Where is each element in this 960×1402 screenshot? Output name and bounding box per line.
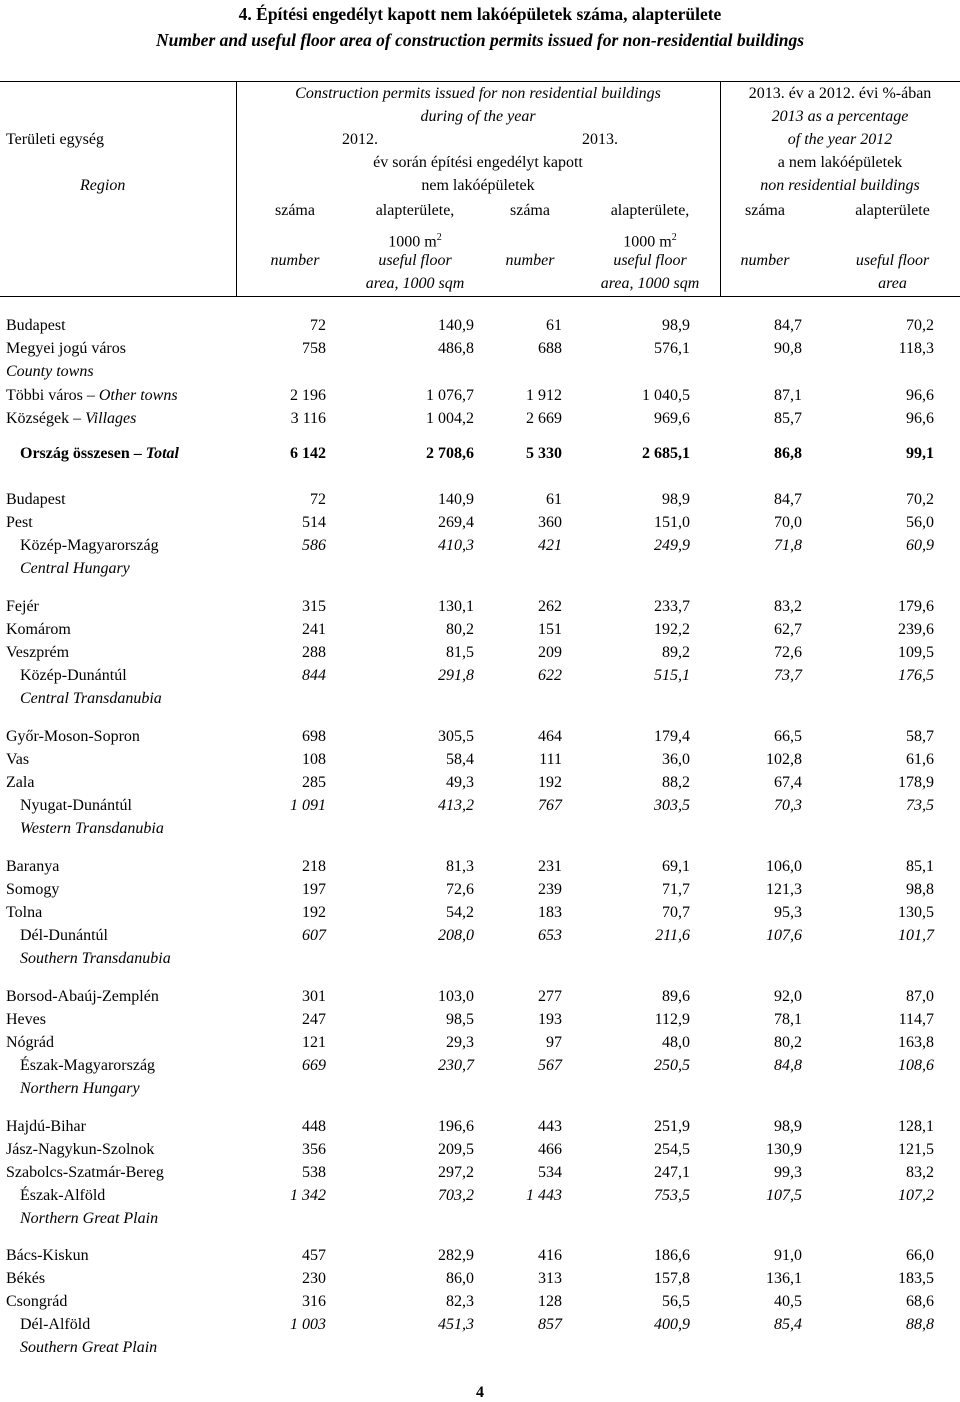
row-label: Községek – Villages (6, 410, 137, 427)
cell: 70,0 (774, 514, 802, 531)
cell: 247,1 (654, 1164, 690, 1181)
cell: 72 (310, 491, 326, 508)
cell: 89,2 (662, 644, 690, 661)
cell: 1 076,7 (426, 387, 474, 404)
table-row (0, 1268, 960, 1290)
cell: 315 (302, 598, 326, 615)
cell: 84,7 (774, 317, 802, 334)
cell: 179,6 (898, 598, 934, 615)
table-row (0, 1009, 960, 1031)
row-label: Hajdú-Bihar (6, 1118, 86, 1135)
cell: 106,0 (766, 858, 802, 875)
cell: 73,7 (774, 667, 802, 684)
cell: 67,4 (774, 774, 802, 791)
cell: 102,8 (766, 751, 802, 768)
table-row (0, 408, 960, 430)
header-pct-en-2: of the year 2012 (787, 131, 893, 148)
cell: 230,7 (438, 1057, 474, 1074)
col-unit-2013: 1000 $m^2$ (623, 232, 677, 251)
col-en-area-pct: area (878, 275, 907, 292)
cell: 118,3 (898, 340, 934, 357)
cell: 586 (302, 537, 326, 554)
cell: 61 (546, 317, 562, 334)
cell: 86,8 (774, 445, 802, 462)
cell: 313 (538, 1270, 562, 1287)
cell: 91,0 (774, 1247, 802, 1264)
cell: 140,9 (438, 317, 474, 334)
table-row (0, 596, 960, 618)
row-label: Ország összesen – Total (20, 445, 179, 462)
col-header-area-2013: alapterülete, (610, 202, 690, 219)
cell: 3 116 (290, 410, 326, 427)
cell: 303,5 (654, 797, 690, 814)
cell: 130,9 (766, 1141, 802, 1158)
cell: 400,9 (654, 1316, 690, 1333)
col-en-number-2013: number (505, 252, 555, 269)
row-label-en: Central Hungary (20, 560, 130, 577)
table-row (0, 489, 960, 511)
col-en-useful-2012: useful floor (378, 252, 452, 269)
cell: 98,9 (662, 491, 690, 508)
table-row (0, 986, 960, 1008)
row-label: Veszprém (6, 644, 70, 661)
cell: 54,2 (446, 904, 474, 921)
cell: 1 003 (290, 1316, 326, 1333)
cell: 108 (302, 751, 326, 768)
cell: 58,7 (906, 728, 934, 745)
cell: 128,1 (898, 1118, 934, 1135)
row-label: Tolna (6, 904, 43, 921)
row-label: Nógrád (6, 1034, 54, 1051)
cell: 183,5 (898, 1270, 934, 1287)
cell: 130,5 (898, 904, 934, 921)
cell: 301 (302, 988, 326, 1005)
row-label: Budapest (6, 317, 66, 334)
row-label: Békés (6, 1270, 46, 1287)
cell: 421 (538, 537, 562, 554)
cell: 56,0 (906, 514, 934, 531)
cell: 96,6 (906, 410, 934, 427)
cell: 70,7 (662, 904, 690, 921)
cell: 576,1 (654, 340, 690, 357)
cell: 70,2 (906, 317, 934, 334)
table-row (0, 749, 960, 771)
header-nonres-en: non residential buildings (760, 177, 920, 194)
cell: 249,9 (654, 537, 690, 554)
table-row (0, 1162, 960, 1184)
cell: 186,6 (654, 1247, 690, 1264)
cell: 233,7 (654, 598, 690, 615)
row-label: Megyei jogú város (6, 340, 126, 357)
cell: 1 912 (526, 387, 562, 404)
row-label: Jász-Nagykun-Szolnok (6, 1141, 155, 1158)
table-row (0, 619, 960, 641)
cell: 192 (302, 904, 326, 921)
header-region-en: Region (80, 177, 126, 194)
header-permits-hu-2: nem lakóépületek (421, 177, 535, 194)
col-en-useful-2013: useful floor (613, 252, 687, 269)
cell: 61 (546, 491, 562, 508)
cell: 68,6 (906, 1293, 934, 1310)
col-unit-2012: 1000 $m^2$ (388, 232, 442, 251)
col-en-number-pct: number (740, 252, 790, 269)
cell: 269,4 (438, 514, 474, 531)
header-bottom-border (0, 296, 960, 297)
table-row (0, 856, 960, 878)
table-row (0, 1032, 960, 1054)
cell: 254,5 (654, 1141, 690, 1158)
header-year-2013: 2013. (582, 131, 618, 148)
cell: 72,6 (774, 644, 802, 661)
cell: 103,0 (438, 988, 474, 1005)
cell: 72 (310, 317, 326, 334)
col-header-number-2013: száma (510, 202, 550, 219)
cell: 78,1 (774, 1011, 802, 1028)
cell: 282,9 (438, 1247, 474, 1264)
cell: 98,9 (662, 317, 690, 334)
header-region-hu: Területi egység (6, 131, 104, 148)
col-en-area-2013: area, 1000 sqm (600, 275, 700, 292)
cell: 87,0 (906, 988, 934, 1005)
cell: 70,3 (774, 797, 802, 814)
table-row (0, 879, 960, 901)
cell: 6 142 (290, 445, 326, 462)
cell: 29,3 (446, 1034, 474, 1051)
cell: 209,5 (438, 1141, 474, 1158)
cell: 192 (538, 774, 562, 791)
cell: 231 (538, 858, 562, 875)
cell: 61,6 (906, 751, 934, 768)
row-label: Többi város – Other towns (6, 387, 178, 404)
row-label-en: County towns (6, 363, 94, 380)
cell: 95,3 (774, 904, 802, 921)
cell: 80,2 (774, 1034, 802, 1051)
row-label: Dél-Dunántúl (20, 927, 108, 944)
table-row (0, 772, 960, 794)
cell: 82,3 (446, 1293, 474, 1310)
cell: 969,6 (654, 410, 690, 427)
cell: 71,8 (774, 537, 802, 554)
cell: 163,8 (898, 1034, 934, 1051)
row-label-en: Northern Great Plain (20, 1210, 159, 1227)
header-pct-en-1: 2013 as a percentage (771, 108, 909, 125)
cell: 230 (302, 1270, 326, 1287)
cell: 622 (538, 667, 562, 684)
cell: 250,5 (654, 1057, 690, 1074)
cell: 128 (538, 1293, 562, 1310)
cell: 72,6 (446, 881, 474, 898)
cell: 140,9 (438, 491, 474, 508)
row-label: Bács-Kiskun (6, 1247, 89, 1264)
row-label: Győr-Moson-Sopron (6, 728, 140, 745)
cell: 121,3 (766, 881, 802, 898)
cell: 136,1 (766, 1270, 802, 1287)
cell: 197 (302, 881, 326, 898)
cell: 688 (538, 340, 562, 357)
cell: 316 (302, 1293, 326, 1310)
cell: 466 (538, 1141, 562, 1158)
row-label-en: Western Transdanubia (20, 820, 164, 837)
header-top-border (0, 81, 960, 82)
cell: 2 196 (290, 387, 326, 404)
cell: 196,6 (438, 1118, 474, 1135)
cell: 193 (538, 1011, 562, 1028)
cell: 448 (302, 1118, 326, 1135)
col-header-area-pct: alapterülete (855, 202, 930, 219)
table-row (0, 1139, 960, 1161)
table-row (0, 1116, 960, 1138)
row-label: Közép-Magyarország (20, 537, 159, 554)
cell: 178,9 (898, 774, 934, 791)
cell: 356 (302, 1141, 326, 1158)
cell: 218 (302, 858, 326, 875)
cell: 66,0 (906, 1247, 934, 1264)
cell: 98,8 (906, 881, 934, 898)
cell: 208,0 (438, 927, 474, 944)
cell: 85,7 (774, 410, 802, 427)
cell: 758 (302, 340, 326, 357)
cell: 413,2 (438, 797, 474, 814)
cell: 1 091 (290, 797, 326, 814)
cell: 99,1 (906, 445, 934, 462)
col-header-number-2012: száma (275, 202, 315, 219)
cell: 70,2 (906, 491, 934, 508)
region-summary-row (0, 795, 960, 817)
row-label: Észak-Alföld (20, 1187, 106, 1204)
row-label: Komárom (6, 621, 71, 638)
cell: 538 (302, 1164, 326, 1181)
cell: 84,8 (774, 1057, 802, 1074)
col-header-number-pct: száma (745, 202, 785, 219)
cell: 107,6 (766, 927, 802, 944)
cell: 58,4 (446, 751, 474, 768)
row-label: Somogy (6, 881, 60, 898)
header-pct-hu: 2013. év a 2012. évi %-ában (748, 85, 932, 102)
cell: 66,5 (774, 728, 802, 745)
cell: 251,9 (654, 1118, 690, 1135)
cell: 239,6 (898, 621, 934, 638)
cell: 192,2 (654, 621, 690, 638)
table-row (0, 315, 960, 337)
cell: 121 (302, 1034, 326, 1051)
cell: 241 (302, 621, 326, 638)
cell: 60,9 (906, 537, 934, 554)
cell: 1 342 (290, 1187, 326, 1204)
cell: 90,8 (774, 340, 802, 357)
cell: 88,2 (662, 774, 690, 791)
table-row (0, 338, 960, 360)
header-permits-en-2: during of the year (420, 108, 536, 125)
cell: 669 (302, 1057, 326, 1074)
cell: 451,3 (438, 1316, 474, 1333)
cell: 515,1 (654, 667, 690, 684)
cell: 99,3 (774, 1164, 802, 1181)
header-nonres-hu: a nem lakóépületek (777, 154, 903, 171)
cell: 305,5 (438, 728, 474, 745)
cell: 151 (538, 621, 562, 638)
cell: 56,5 (662, 1293, 690, 1310)
cell: 48,0 (662, 1034, 690, 1051)
cell: 92,0 (774, 988, 802, 1005)
cell: 62,7 (774, 621, 802, 638)
cell: 98,9 (774, 1118, 802, 1135)
cell: 83,2 (906, 1164, 934, 1181)
page-title-hu: 4. Építési engedélyt kapott nem lakóépületek száma, alapterülete (238, 4, 722, 24)
cell: 69,1 (662, 858, 690, 875)
cell: 857 (538, 1316, 562, 1333)
cell: 1 004,2 (426, 410, 474, 427)
row-label: Fejér (6, 598, 39, 615)
cell: 81,3 (446, 858, 474, 875)
cell: 464 (538, 728, 562, 745)
table-row (0, 726, 960, 748)
cell: 111 (539, 751, 562, 768)
cell: 5 330 (526, 445, 562, 462)
cell: 176,5 (898, 667, 934, 684)
cell: 285 (302, 774, 326, 791)
cell: 107,5 (766, 1187, 802, 1204)
cell: 179,4 (654, 728, 690, 745)
cell: 291,8 (438, 667, 474, 684)
cell: 2 708,6 (426, 445, 474, 462)
cell: 151,0 (654, 514, 690, 531)
cell: 88,8 (906, 1316, 934, 1333)
cell: 534 (538, 1164, 562, 1181)
cell: 97 (546, 1034, 562, 1051)
cell: 108,6 (898, 1057, 934, 1074)
row-label: Zala (6, 774, 35, 791)
col-en-area-2012: area, 1000 sqm (365, 275, 465, 292)
cell: 121,5 (898, 1141, 934, 1158)
row-label: Borsod-Abaúj-Zemplén (6, 988, 159, 1005)
row-label: Pest (6, 514, 33, 531)
region-summary-row (0, 1055, 960, 1077)
row-label: Baranya (6, 858, 60, 875)
cell: 443 (538, 1118, 562, 1135)
cell: 183 (538, 904, 562, 921)
cell: 653 (538, 927, 562, 944)
row-label-en: Southern Great Plain (20, 1339, 158, 1356)
cell: 73,5 (906, 797, 934, 814)
cell: 416 (538, 1247, 562, 1264)
cell: 288 (302, 644, 326, 661)
cell: 2 685,1 (642, 445, 690, 462)
header-year-2012: 2012. (342, 131, 378, 148)
cell: 112,9 (654, 1011, 690, 1028)
row-label: Heves (6, 1011, 46, 1028)
row-label-en: Northern Hungary (20, 1080, 140, 1097)
cell: 567 (538, 1057, 562, 1074)
row-label: Nyugat-Dunántúl (20, 797, 132, 814)
row-label-en: Central Transdanubia (20, 690, 162, 707)
cell: 239 (538, 881, 562, 898)
col-header-area-2012: alapterülete, (375, 202, 455, 219)
cell: 698 (302, 728, 326, 745)
cell: 130,1 (438, 598, 474, 615)
total-row (0, 443, 960, 465)
cell: 84,7 (774, 491, 802, 508)
region-summary-row (0, 925, 960, 947)
cell: 98,5 (446, 1011, 474, 1028)
table-row (0, 1291, 960, 1313)
col-en-useful-pct: useful floor (855, 252, 930, 269)
cell: 209 (538, 644, 562, 661)
table-row (0, 385, 960, 407)
cell: 1 443 (526, 1187, 562, 1204)
cell: 87,1 (774, 387, 802, 404)
cell: 71,7 (662, 881, 690, 898)
cell: 81,5 (446, 644, 474, 661)
cell: 486,8 (438, 340, 474, 357)
page-title-en: Number and useful floor area of construction permits issued for non-residential buildings (155, 30, 805, 50)
cell: 80,2 (446, 621, 474, 638)
cell: 89,6 (662, 988, 690, 1005)
cell: 107,2 (898, 1187, 934, 1204)
cell: 96,6 (906, 387, 934, 404)
table-row (0, 642, 960, 664)
row-label: Észak-Magyarország (20, 1057, 156, 1074)
cell: 83,2 (774, 598, 802, 615)
table-row (0, 902, 960, 924)
cell: 85,1 (906, 858, 934, 875)
row-label: Vas (6, 751, 30, 768)
cell: 36,0 (662, 751, 690, 768)
cell: 211,6 (655, 927, 690, 944)
table-row (0, 512, 960, 534)
region-summary-row (0, 535, 960, 557)
cell: 101,7 (898, 927, 934, 944)
cell: 767 (538, 797, 562, 814)
region-summary-row (0, 1314, 960, 1336)
cell: 277 (538, 988, 562, 1005)
cell: 360 (538, 514, 562, 531)
cell: 262 (538, 598, 562, 615)
col-en-number-2012: number (270, 252, 320, 269)
cell: 753,5 (654, 1187, 690, 1204)
cell: 49,3 (446, 774, 474, 791)
cell: 109,5 (898, 644, 934, 661)
row-label: Közép-Dunántúl (20, 667, 127, 684)
cell: 844 (302, 667, 326, 684)
cell: 297,2 (438, 1164, 474, 1181)
page-number: 4 (476, 1384, 484, 1401)
row-label: Csongrád (6, 1293, 68, 1310)
cell: 410,3 (438, 537, 474, 554)
cell: 703,2 (438, 1187, 474, 1204)
cell: 157,8 (654, 1270, 690, 1287)
row-label-en: Southern Transdanubia (20, 950, 171, 967)
cell: 457 (302, 1247, 326, 1264)
cell: 85,4 (774, 1316, 802, 1333)
cell: 514 (302, 514, 326, 531)
cell: 1 040,5 (642, 387, 690, 404)
cell: 40,5 (774, 1293, 802, 1310)
cell: 607 (302, 927, 326, 944)
region-summary-row (0, 1185, 960, 1207)
row-label: Dél-Alföld (20, 1316, 91, 1333)
cell: 247 (302, 1011, 326, 1028)
cell: 2 669 (526, 410, 562, 427)
row-label: Szabolcs-Szatmár-Bereg (6, 1164, 164, 1181)
region-summary-row (0, 665, 960, 687)
table-row (0, 1245, 960, 1267)
cell: 114,7 (898, 1011, 934, 1028)
header-permits-hu-1: év során építési engedélyt kapott (373, 154, 583, 171)
cell: 86,0 (446, 1270, 474, 1287)
row-label: Budapest (6, 491, 66, 508)
header-permits-en-1: Construction permits issued for non residential buildings (295, 85, 661, 102)
